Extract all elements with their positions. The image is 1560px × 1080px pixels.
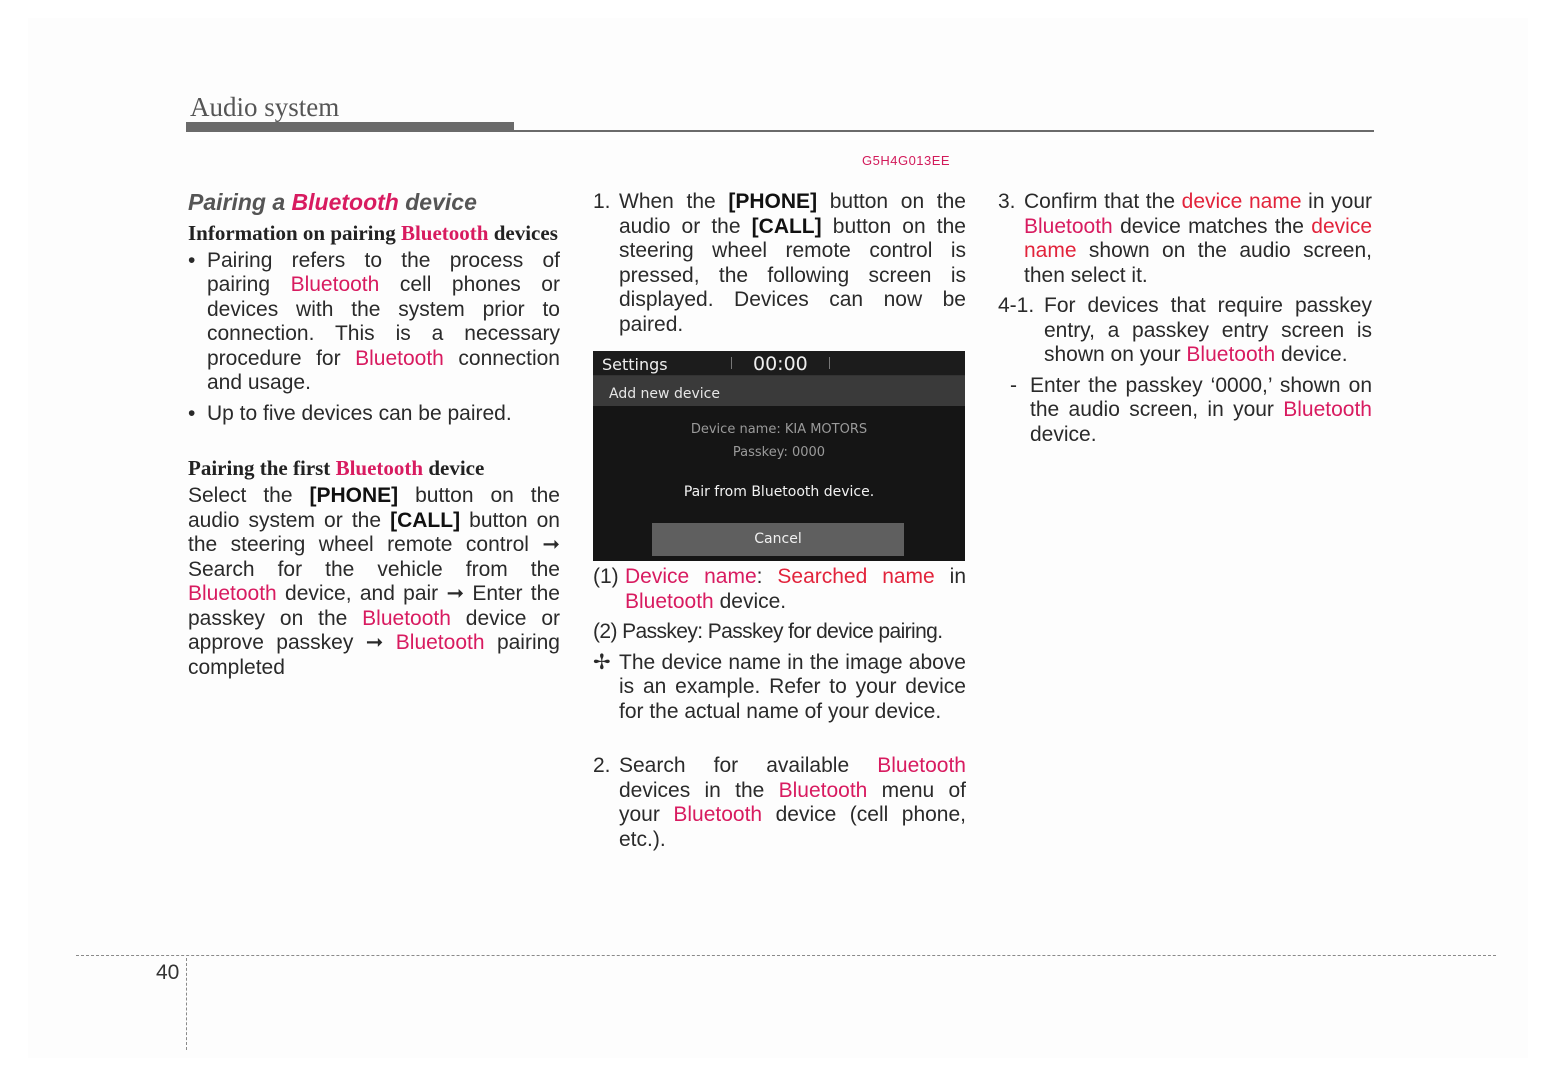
status-divider (731, 357, 732, 369)
step-4-1: 4-1. For devices that require passkey entry, a passkey entry screen is shown on your Bluetooth device. (998, 294, 1372, 366)
page-header-title: Audio system (190, 92, 340, 122)
bullet-icon: • (188, 401, 196, 425)
note-mark-icon: ✢ (593, 650, 611, 674)
column-2 (593, 190, 966, 858)
screen-pair-instruction: Pair from Bluetooth device. (683, 484, 875, 500)
screen-device-name: Device name: KIA MOTORS (690, 422, 868, 437)
page-number: 40 (156, 961, 180, 984)
screen-clock: 00:00 (753, 353, 808, 375)
head-unit-screen (593, 351, 965, 561)
column-1 (188, 190, 560, 680)
screen-title: Add new device (609, 386, 720, 402)
step-3: 3. Confirm that the device name in your Bluetooth device matches the device name shown on the audio screen, then select it. (998, 190, 1372, 287)
header-rule (186, 130, 1374, 132)
note-1: (1) Device name: Searched name in Bluetooth device. (593, 565, 966, 613)
section-title: Pairing a Bluetooth device (188, 189, 477, 215)
column-3 (998, 190, 1372, 447)
screen-passkey: Passkey: 0000 (732, 445, 826, 460)
status-divider (829, 357, 830, 369)
step-1: 1. When the [PHONE] button on the audio or the [CALL] button on the steering wheel remote control is pressed, the following screen is displayed. Devices can now be paired. (593, 190, 966, 336)
first-pairing-subtitle: Pairing the first Bluetooth device (188, 456, 485, 480)
note-2: (2) Passkey: Passkey for device pairing. (593, 620, 943, 643)
bullet-item: • Pairing refers to the process of pairing Bluetooth cell phones or devices with the system prior to connection. This is a necessary procedure for Bluetooth connection and usage. (188, 248, 560, 394)
pairing-procedure-paragraph: Select the [PHONE] button on the audio system or the [CALL] button on the steering wheel remote control ➞ Search for the vehicle from the Bluetooth device, and pair ➞ Enter the passkey on the Bluetooth device or approve passkey ➞ Bluetooth pairing completed (188, 484, 561, 679)
step-2: 2. Search for available Bluetooth devices in the Bluetooth menu of your Bluetooth device (cell phone, etc.). (593, 754, 967, 851)
screen-cancel-button: Cancel (652, 523, 904, 556)
footer-divider (186, 958, 187, 1050)
footer-rule (76, 955, 1496, 956)
note-3: ✢ The device name in the image above is an example. Refer to your device for the actual name of your device. (593, 650, 966, 723)
bullet-icon: • (188, 248, 196, 272)
screen-settings-label: Settings (602, 355, 668, 374)
bullet-item: • Up to five devices can be paired. (188, 401, 512, 425)
info-subtitle: Information on pairing Bluetooth devices (188, 220, 558, 245)
image-code: G5H4G013EE (862, 153, 951, 168)
passkey-instruction: - Enter the passkey ‘0000,’ shown on the audio screen, in your Bluetooth device. (1010, 373, 1372, 446)
